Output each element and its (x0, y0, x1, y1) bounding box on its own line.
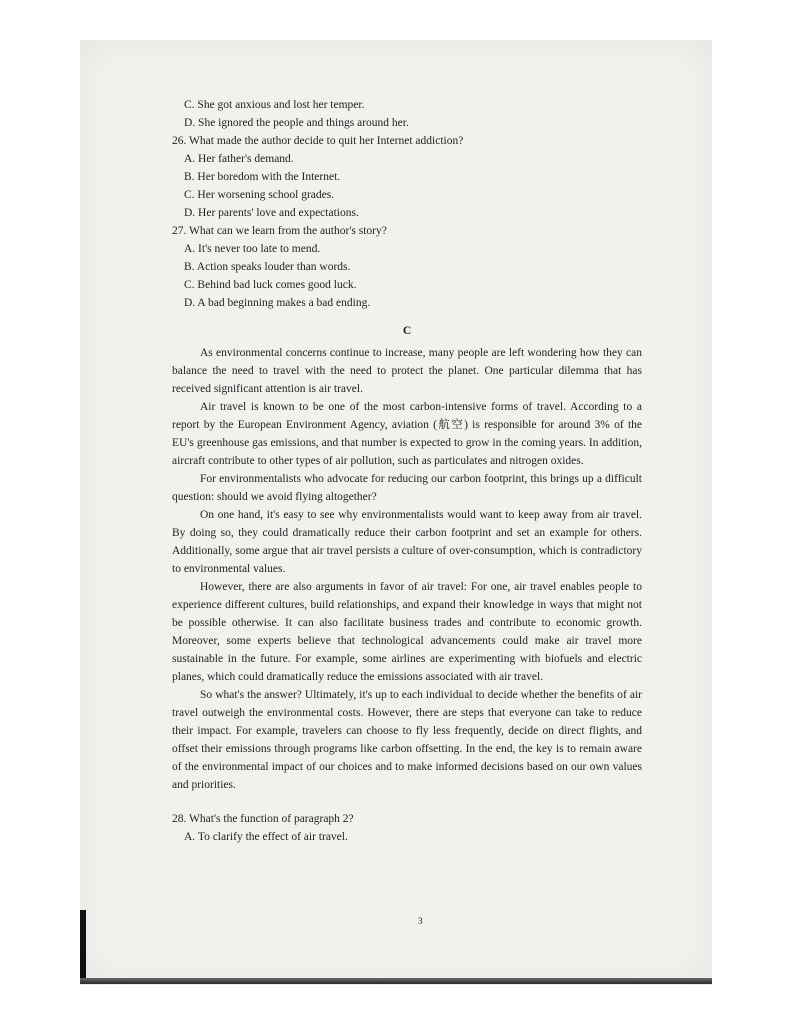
passage-paragraph: For environmentalists who advocate for reducing our carbon footprint, this brings up a difficult question: should we avoid flying altogether? (172, 473, 642, 503)
reading-passage (172, 344, 642, 794)
section-heading: C (402, 325, 412, 337)
option-b: B. Action speaks louder than words. (184, 261, 351, 273)
option-a: A. Her father's demand. (184, 153, 294, 165)
question-text: 26. What made the author decide to quit her Internet addiction? (172, 135, 464, 147)
option-c: C. She got anxious and lost her temper. (184, 99, 365, 111)
option-a: A. It's never too late to mend. (184, 243, 321, 255)
question-25-options (172, 96, 642, 132)
page-number: 3 (418, 916, 423, 926)
option-c: C. Behind bad luck comes good luck. (184, 279, 357, 291)
option-b: B. Her boredom with the Internet. (184, 171, 341, 183)
passage-paragraph: As environmental concerns continue to increase, many people are left wondering how they can balance the need to travel with the need to protect the planet. One particular dilemma that has received significant attention is air travel. (172, 347, 642, 395)
page-shadow-left (80, 910, 86, 982)
option-d: D. A bad beginning makes a bad ending. (184, 297, 371, 309)
option-d: D. Her parents' love and expectations. (184, 207, 359, 219)
document-body (172, 96, 642, 846)
question-26 (172, 132, 642, 222)
page-shadow-bottom (80, 978, 712, 984)
passage-paragraph: So what's the answer? Ultimately, it's up to each individual to decide whether the benefits of air travel outweigh the environmental costs. However, there are steps that everyone can take to reduce their impact. For example, travelers can choose to fly less frequently, decide on direct flights, and offset their emissions through programs like carbon offsetting. In the end, the key is to remain aware of the environmental impact of our choices and to make informed decisions based on our own values and priorities. (172, 689, 642, 791)
option-d: D. She ignored the people and things around her. (184, 117, 409, 129)
option-a: A. To clarify the effect of air travel. (184, 831, 348, 843)
passage-paragraph: Air travel is known to be one of the most carbon-intensive forms of travel. According to a report by the European Environment Agency, aviation (航空) is responsible for around 3% of the EU's greenhouse gas emissions, and that number is expected to grow in the coming years. In addition, aircraft contribute to other types of air pollution, such as particulates and nitrogen oxides. (172, 401, 642, 467)
question-text: 27. What can we learn from the author's story? (172, 225, 387, 237)
question-27 (172, 222, 642, 312)
question-text: 28. What's the function of paragraph 2? (172, 813, 354, 825)
passage-paragraph: However, there are also arguments in favor of air travel: For one, air travel enables people to experience different cultures, build relationships, and expand their knowledge in ways that might not be possible otherwise. It can also facilitate business trades and contribute to economic growth. Moreover, some experts believe that technological advancements could make air travel more sustainable in the future. For example, some airlines are experimenting with biofuels and electric planes, which could dramatically reduce the emissions associated with air travel. (172, 581, 642, 683)
option-c: C. Her worsening school grades. (184, 189, 335, 201)
passage-paragraph: On one hand, it's easy to see why environmentalists would want to keep away from air travel. By doing so, they could dramatically reduce their carbon footprint and set an example for others. Additionally, some argue that air travel persists a culture of over-consumption, which is contradictory to environmental values. (172, 509, 642, 575)
question-28 (172, 810, 642, 846)
